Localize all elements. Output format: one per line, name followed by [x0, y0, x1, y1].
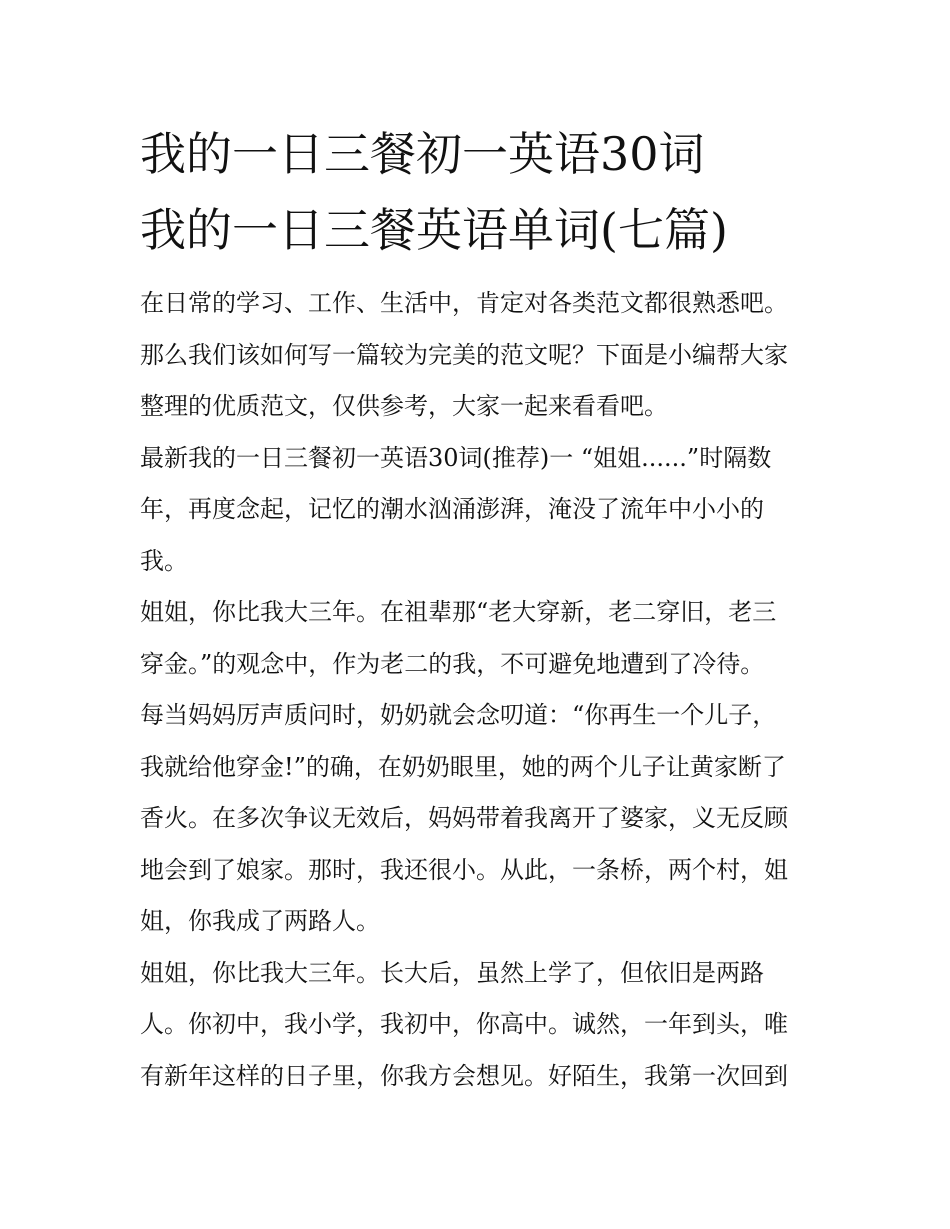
body-line: 那么我们该如何写一篇较为完美的范文呢？下面是小编帮大家 [140, 340, 788, 369]
body-line: 最新我的一日三餐初一英语30词(推荐)一 “姐姐......”时隔数 [140, 443, 772, 472]
body-line: 年，再度念起，记忆的潮水汹涌澎湃，淹没了流年中小小的 [140, 495, 764, 523]
body-line: 香火。在多次争议无效后，妈妈带着我离开了婆家，义无反顾 [140, 804, 788, 832]
body-line: 人。你初中，我小学，我初中，你高中。诚然，一年到头，唯 [140, 1010, 788, 1038]
body-line: 姐姐，你比我大三年。长大后，虽然上学了，但依旧是两路 [140, 958, 764, 987]
document-title [140, 116, 820, 268]
body-line: 地会到了娘家。那时，我还很小。从此，一条桥，两个村，姐 [140, 855, 788, 884]
body-line: 我就给他穿金!”的确，在奶奶眼里，她的两个儿子让黄家断了 [140, 752, 786, 781]
body-line: 我。 [140, 546, 188, 575]
title-line: 我的一日三餐初一英语30词 [140, 127, 705, 181]
title-line: 我的一日三餐英语单词(七篇) [140, 203, 728, 257]
body-line: 穿金。”的观念中，作为老二的我，不可避免地遭到了冷待。 [140, 649, 765, 678]
body-line: 姐姐，你比我大三年。在祖辈那“老大穿新，老二穿旧，老三 [140, 598, 777, 626]
body-line: 在日常的学习、工作、生活中，肯定对各类范文都很熟悉吧。 [140, 289, 788, 317]
body-line: 整理的优质范文，仅供参考，大家一起来看看吧。 [140, 392, 668, 420]
body-line: 姐，你我成了两路人。 [140, 907, 380, 935]
document-body [140, 278, 812, 1102]
body-line: 每当妈妈厉声质问时，奶奶就会念叨道：“你再生一个儿子， [140, 701, 777, 729]
body-line: 有新年这样的日子里，你我方会想见。好陌生，我第一次回到 [140, 1061, 788, 1090]
